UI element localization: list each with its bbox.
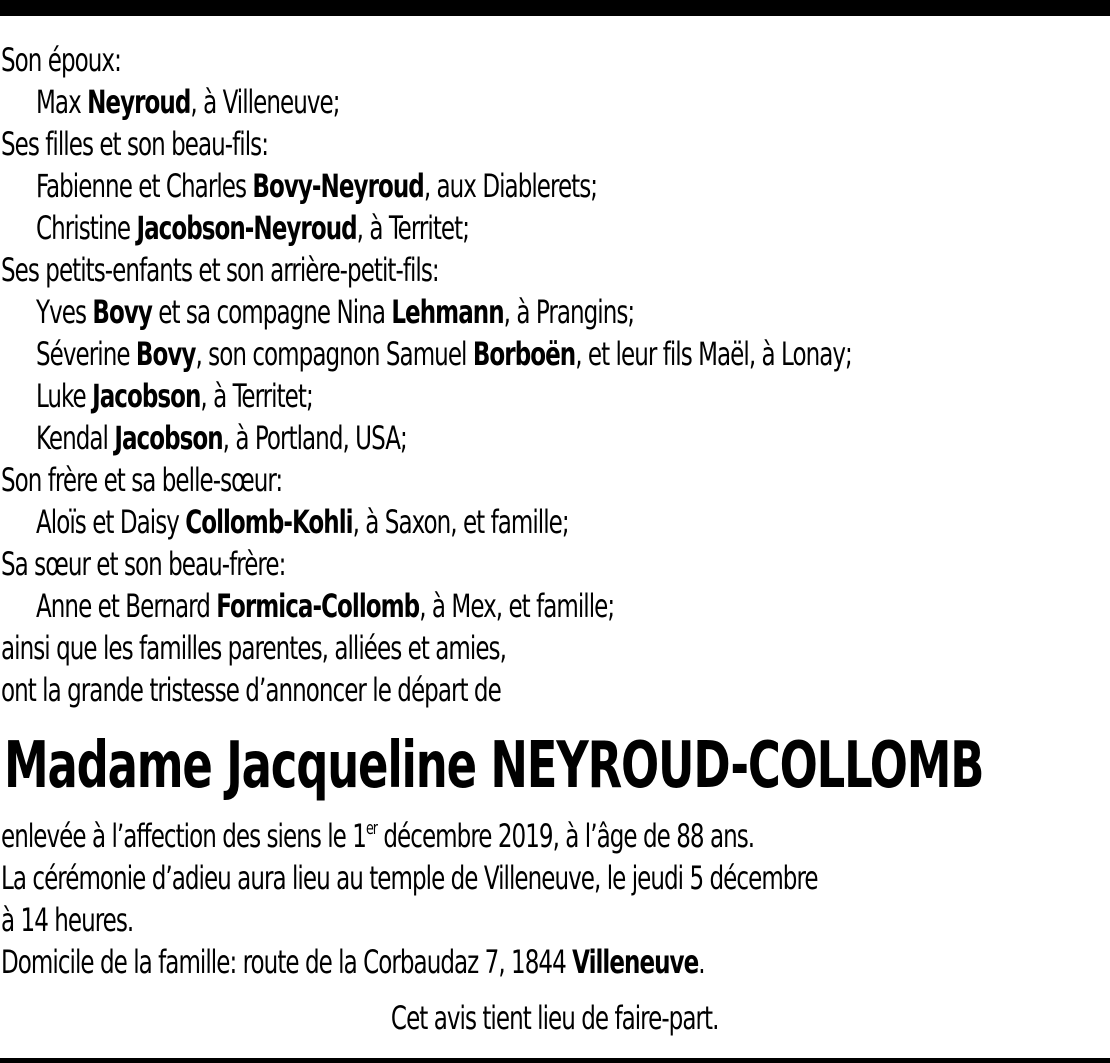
surname: Bovy-Neyroud	[252, 167, 424, 205]
line-text: ainsi que les familles parentes, alliées et amies,	[1, 629, 506, 667]
line-text: Luke	[36, 377, 93, 415]
domicile-address: Domicile de la famille: route de la Corbaudaz 7, 1844	[1, 943, 573, 981]
line-text: Max	[36, 83, 88, 121]
surname: Jacobson	[92, 377, 201, 415]
line-text: Aloïs et Daisy	[36, 503, 186, 541]
surname: Bovy	[135, 335, 196, 373]
domicile-line	[1, 943, 705, 981]
family-line	[36, 587, 615, 625]
surname: Bovy	[92, 293, 152, 331]
line-text: , à Villeneuve;	[190, 83, 340, 121]
line-text: Kendal	[36, 419, 115, 457]
line-text: , à Territet;	[200, 377, 313, 415]
family-line	[36, 209, 469, 247]
line-text: , à Saxon, et famille;	[352, 503, 569, 541]
line-text: Son frère et sa belle-sœur:	[1, 461, 283, 499]
ceremony-line: La cérémonie d’adieu aura lieu au temple de Villeneuve, le jeudi 5 décembre	[1, 859, 818, 897]
line-text: Ses filles et son beau-fils:	[1, 125, 269, 163]
death-text: enlevée à l’affection des siens le 1	[1, 817, 366, 855]
family-line	[1, 629, 506, 667]
domicile-end: .	[698, 943, 705, 981]
ordinal-suffix: er	[365, 818, 378, 839]
surname: Lehmann	[391, 293, 504, 331]
line-text: Fabienne et Charles	[36, 167, 253, 205]
line-text: , et leur fils Maël, à Lonay;	[575, 335, 852, 373]
line-text: Yves	[36, 293, 93, 331]
family-line	[1, 461, 283, 499]
line-text: , à Mex, et famille;	[419, 587, 615, 625]
top-rule	[0, 0, 1110, 16]
line-text: , son compagnon Samuel	[195, 335, 473, 373]
domicile-town: Villeneuve	[572, 943, 699, 981]
death-notice-line	[1, 817, 755, 855]
surname: Collomb-Kohli	[185, 503, 353, 541]
line-text: Ses petits-enfants et son arrière-petit-fils:	[1, 251, 439, 289]
line-text: , aux Diablerets;	[423, 167, 598, 205]
line-text: Christine	[36, 209, 137, 247]
ceremony-time: à 14 heures.	[1, 901, 134, 939]
line-text: et sa compagne Nina	[151, 293, 392, 331]
family-line	[1, 545, 286, 583]
line-text: ont la grande tristesse d’annoncer le départ de	[1, 671, 501, 709]
line-text: , à Portland, USA;	[222, 419, 407, 457]
family-line	[1, 125, 269, 163]
family-line	[36, 167, 598, 205]
line-text: Son époux:	[1, 41, 121, 79]
line-text: Sa sœur et son beau-frère:	[1, 545, 286, 583]
family-line	[36, 83, 340, 121]
line-text: Séverine	[36, 335, 136, 373]
family-line	[1, 41, 121, 79]
family-line	[36, 377, 313, 415]
family-line	[36, 293, 635, 331]
line-text: , à Prangins;	[503, 293, 635, 331]
line-text: , à Territet;	[356, 209, 469, 247]
family-line	[36, 419, 407, 457]
family-line	[36, 503, 569, 541]
family-line	[1, 671, 501, 709]
surname: Jacobson-Neyroud	[136, 209, 357, 247]
family-line	[36, 335, 852, 373]
bottom-rule	[0, 1058, 1110, 1063]
death-date-age: décembre 2019, à l’âge de 88 ans.	[377, 817, 755, 855]
surname: Borboën	[472, 335, 576, 373]
surname: Jacobson	[114, 419, 223, 457]
deceased-name: Madame Jacqueline NEYROUD-COLLOMB	[4, 729, 984, 803]
surname: Neyroud	[87, 83, 191, 121]
closing-note-row	[0, 999, 1110, 1037]
surname: Formica-Collomb	[216, 587, 420, 625]
family-line	[1, 251, 439, 289]
line-text: Anne et Bernard	[36, 587, 217, 625]
closing-note: Cet avis tient lieu de faire-part.	[391, 999, 719, 1037]
